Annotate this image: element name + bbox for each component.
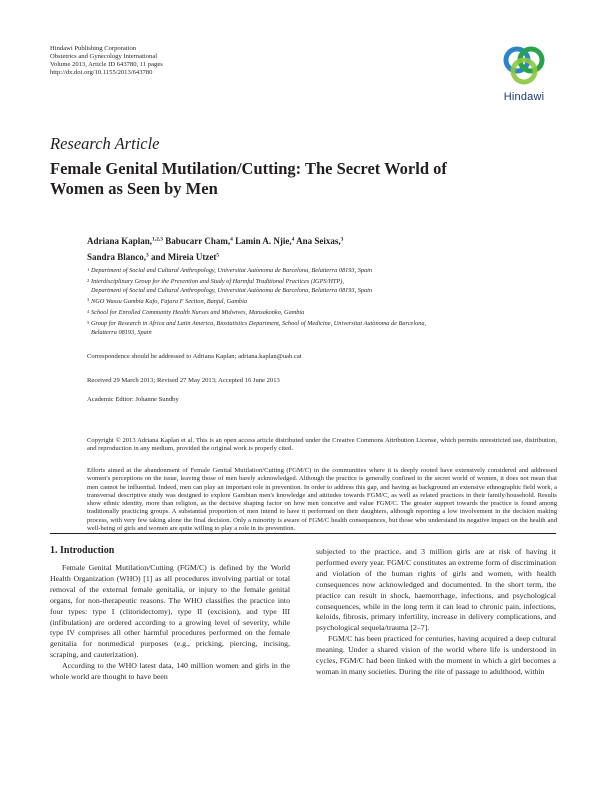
title-line-2: Women as Seen by Men [50, 179, 218, 198]
body-column-right [316, 547, 556, 678]
author-list [87, 233, 557, 265]
author: Babucarr Cham,$^4$ [165, 236, 233, 246]
affiliation: 2 Interdisciplinary Group for the Prevention and Study of Harmful Traditional Practices (IGPS/HTP), Department of Social and Cultural Anthropology, Universitat Autònoma de Barcelona, Belatterra 08193, Spain [87, 277, 373, 294]
section-divider [50, 533, 556, 534]
author: Lamin A. Njie,$^4$ [235, 236, 295, 246]
body-column-left [50, 545, 290, 683]
paragraph: FGM/C has been practiced for centuries, having acquired a deep cultural meaning. Under a shared vision of the world where life is understood in cycles, FGM/C had been linked with the moment in which a girl becomes a woman in many societies. During the rite of passage to adulthood, within [316, 634, 556, 676]
author-affil-sup: 1,2,3 [152, 236, 164, 243]
paragraph: According to the WHO latest data, 140 million women and girls in the whole world are thought to have been [50, 661, 290, 682]
author-affil-sup: 3 [146, 252, 149, 259]
author: Ana Seixas,$^3$ [296, 236, 344, 246]
academic-editor: Academic Editor: Johanne Sundby [87, 396, 179, 403]
affiliation: 1 Department of Social and Cultural Anthropology, Universitat Autònoma de Barcelona, Belatterra 08193, Spain [87, 266, 373, 274]
abstract: Efforts aimed at the abandonment of Female Genital Mutilation/Cutting (FGM/C) in the communities where it is deeply rooted have extensively considered and addressed women's perceptions on the issue, leaving those of men barely acknowledged. Although the practice is generally confined to the secret world of women, it does not mean that men cannot be influential. Indeed, men can play an important role in prevention. In order to address this gap, and having as background an extensive ethnographic field work, a transversal descriptive study was designed to explore Gambian men's knowledge and attitudes towards FGM/C, as well as related practices in their family/household. Results show ethnic identity, more than religion, as the decisive shaping factor on how men conceive and value FGM/C. The greater support towards the practice is found among traditionally practicing groups. A substantial proportion of men intend to have it performed on their daughters, although reporting a low involvement in the decision making process, with very few taking alone the final decision. Only a minority is aware of FGM/C health consequences, but those who understand its negative impact on the health and well-being of girls and women are quite willing to play a role in its prevention. [87, 467, 557, 533]
author-affil-sup: 5 [216, 252, 220, 259]
hindawi-rings-icon [500, 42, 548, 88]
section-heading: 1. Introduction [50, 545, 115, 556]
author: and Mireia Utzet$^5$ [151, 252, 220, 262]
copyright-notice: Copyright © 2013 Adriana Kaplan et al. This is an open access article distributed under the Creative Commons Attribution License, which permits unrestricted use, distribution, and reproduction in any medium, provided the original work is properly cited. [87, 437, 557, 453]
affiliation-number: 5 [87, 319, 90, 325]
submission-dates: Received 29 March 2013; Revised 27 May 2013; Accepted 16 June 2013 [87, 377, 280, 384]
doi-link[interactable]: http://dx.doi.org/10.1155/2013/643780 [50, 69, 153, 76]
author-affil-sup: 4 [230, 236, 233, 243]
paragraph: Female Genital Mutilation/Cutting (FGM/C) is defined by the World Health Organization (WHO) [1] as all procedures involving partial or total removal of the external female genitalia, or injury to the female genital organs, for non-therapeutic reasons. The WHO classifies the practice into four types: type I (clitoridectomy), type II (excision), and type III (infibulation) are ordered according to a growing level of severity, while type IV comprises all other harmful procedures performed on the female genitalia for nonmedical purposes (e.g., pricking, piercing, incising, scraping, and cauterization). [50, 563, 290, 660]
logo-text: Hindawi [503, 91, 545, 103]
affiliation-number: 2 [87, 277, 90, 283]
affiliation-number: 4 [87, 308, 90, 314]
title-line-1: Female Genital Mutilation/Cutting: The Secret World of [50, 159, 447, 178]
article-type: Research Article [50, 134, 160, 153]
author-affil-sup: 3 [340, 236, 344, 243]
affiliation-number: 1 [87, 266, 90, 272]
affiliation-number: 3 [87, 297, 90, 303]
author: Adriana Kaplan,$^{1,2,3}$ [87, 236, 164, 246]
paragraph: subjected to the practice, and 3 million girls are at risk of having it performed every year. FGM/C constitutes an extreme form of discrimination and violation of the human rights of girls and women, with health consequences now acknowledged and documented. In the short term, the practice can result in shock, haemorrhage, infections, and psychological consequences, while in the long term it can lead to chronic pain, infections, keloids, fibrosis, primary infertility, increase in delivery complications, and psychological sequela/trauma [2–7]. [316, 547, 556, 633]
affiliation-list [87, 267, 557, 340]
journal-name: Obstetrics and Gynecology International [50, 53, 158, 60]
affiliation: 4 School for Enrolled Community Health Nurses and Midwives, Mansakonko, Gambia [87, 308, 305, 317]
paper-title [50, 159, 550, 199]
publisher-name: Hindawi Publishing Corporation [50, 45, 137, 52]
volume-info: Volume 2013, Article ID 643780, 11 pages [50, 61, 163, 68]
author: Sandra Blanco,$^3$ [87, 252, 149, 262]
hindawi-logo [494, 42, 554, 110]
author-affil-sup: 4 [291, 236, 295, 243]
correspondence: Correspondence should be addressed to Adriana Kaplan; adriana.kaplan@uab.cat [87, 353, 302, 360]
journal-info [50, 45, 350, 77]
affiliation: 5 Group for Research in Africa and Latin America, Biostatistics Department, School of Medicine, Universitat Autònoma de Barcelona, Belatterra 08193, Spain [87, 319, 427, 336]
affiliation: 3 NGO Wassu Gambia Kafo, Fajara F Section, Banjul, Gambia [87, 297, 247, 305]
